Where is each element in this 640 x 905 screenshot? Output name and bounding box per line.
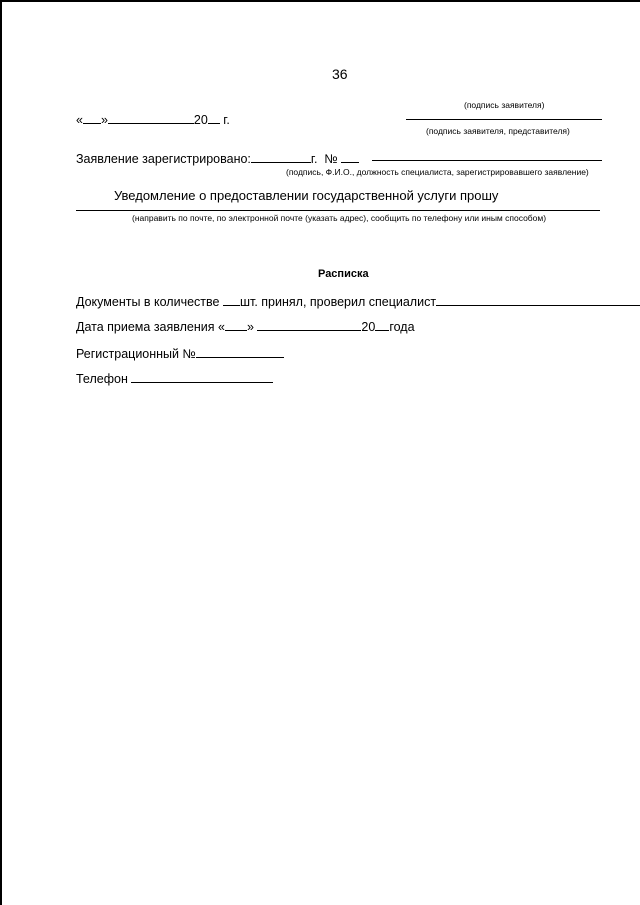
receipt-month-blank[interactable] [257,320,361,331]
date-line [76,113,230,127]
registration-caption: (подпись, Ф.И.О., должность специалиста, зарегистрировавшего заявление) [286,167,589,177]
phone-blank[interactable] [131,372,273,383]
receipt-year-suffix: года [389,320,415,334]
registration-line [76,152,359,166]
documents-line [76,295,640,309]
documents-count-blank[interactable] [223,295,240,306]
reg-number-blank[interactable] [196,347,284,358]
receipt-year-prefix: 20 [361,320,376,334]
registration-date-blank[interactable] [251,152,311,163]
date-year-suffix: г. [223,113,230,127]
date-close-quote: » [100,113,108,127]
receipt-date-open: « [218,320,225,334]
reg-number-label: Регистрационный № [76,347,196,361]
receipt-year-blank[interactable] [375,320,389,331]
representative-signature-caption: (подпись заявителя, представителя) [426,126,570,136]
phone-line [76,372,273,386]
reg-number-line [76,347,284,361]
date-open-quote: « [76,113,83,127]
receipt-title: Расписка [318,268,369,280]
specialist-blank[interactable] [436,295,640,306]
applicant-signature-caption: (подпись заявителя) [464,100,545,110]
notification-caption: (направить по почте, по электронной почте (указать адрес), сообщить по телефону или иным способом) [132,213,547,223]
documents-suffix: шт. принял, проверил специалист [239,295,437,309]
registration-city: г. [310,152,318,166]
registration-number-sign: № [324,152,338,166]
date-year-prefix: 20 [193,113,208,127]
documents-prefix: Документы в количестве [76,295,220,309]
notification-text: Уведомление о предоставлении государственной услуги прошу [114,188,499,203]
receipt-date-label: Дата приема заявления [76,320,215,334]
notification-line [76,210,600,211]
phone-label: Телефон [76,372,128,386]
date-month-blank[interactable] [108,113,194,124]
receipt-date-close: » [246,320,254,334]
date-day-blank[interactable] [83,113,101,124]
registration-number-blank[interactable] [341,152,359,163]
receipt-day-blank[interactable] [225,320,247,331]
applicant-signature-line [406,119,602,120]
page-number: 36 [332,66,348,82]
registration-label: Заявление зарегистрировано: [76,152,251,166]
registration-signature-line [372,160,602,161]
date-year-blank[interactable] [208,113,220,124]
receipt-date-line [76,320,415,334]
